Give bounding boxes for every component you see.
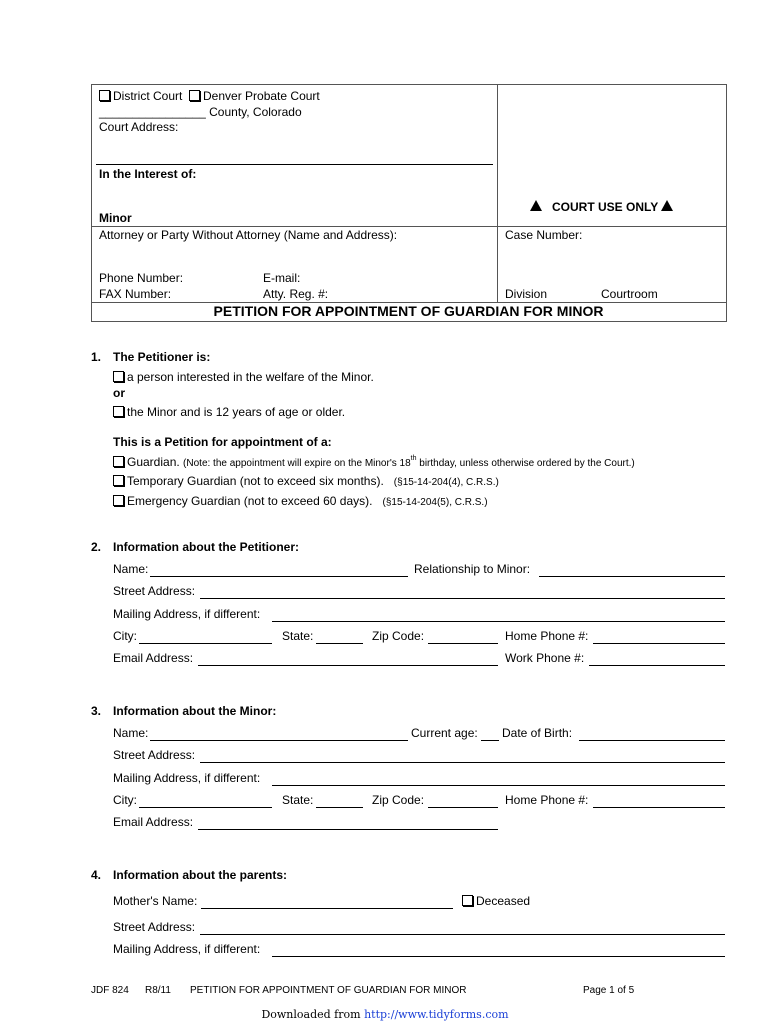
caption-divider: [497, 84, 498, 302]
minor-state-label: State:: [282, 793, 314, 807]
section4-number: 4.: [91, 868, 102, 882]
email-label: E-mail:: [263, 271, 301, 285]
petitioner-option-interested: [113, 370, 374, 384]
section3-number: 3.: [91, 704, 102, 718]
petitioner-name-label: Name:: [113, 562, 149, 576]
minor-petitioner-label: the Minor and is 12 years of age or older.: [127, 405, 346, 419]
footer-revision: R8/11: [145, 985, 171, 996]
dob-field[interactable]: [579, 740, 725, 741]
section2-number: 2.: [91, 540, 102, 554]
emergency-guardian-checkbox[interactable]: [113, 495, 124, 506]
footer-form-id: JDF 824: [91, 985, 129, 996]
minor-name-label: Name:: [113, 726, 149, 740]
section3-heading: Information about the Minor:: [113, 704, 277, 718]
court-checkboxes: [99, 89, 320, 103]
minor-petitioner-checkbox[interactable]: [113, 406, 124, 417]
temporary-guardian-ref: (§15-14-204(4), C.R.S.): [393, 477, 499, 488]
relationship-field[interactable]: [539, 576, 725, 577]
current-age-label: Current age:: [411, 726, 478, 740]
petitioner-street-label: Street Address:: [113, 584, 196, 598]
temporary-guardian-checkbox[interactable]: [113, 475, 124, 486]
minor-mailing-field[interactable]: [272, 785, 725, 786]
atty-reg-label: Atty. Reg. #:: [263, 287, 329, 301]
guardian-note-sup: th: [410, 455, 417, 462]
petitioner-city-label: City:: [113, 629, 137, 643]
guardian-note: [183, 455, 635, 469]
mother-street-field[interactable]: [200, 934, 725, 935]
minor-name-field[interactable]: [150, 740, 408, 741]
petitioner-state-field[interactable]: [316, 643, 363, 644]
county-line: [99, 105, 302, 119]
court-use-only-label: COURT USE ONLY: [552, 200, 659, 214]
court-address-rule: [96, 164, 493, 165]
minor-zip-label: Zip Code:: [372, 793, 425, 807]
or-label: or: [113, 386, 125, 400]
petitioner-work-phone-field[interactable]: [589, 665, 725, 666]
relationship-label: Relationship to Minor:: [414, 562, 531, 576]
download-credit: [0, 1008, 770, 1021]
court-use-only: [530, 200, 673, 214]
emergency-guardian-label: Emergency Guardian (not to exceed 60 days).: [127, 494, 373, 508]
interested-person-checkbox[interactable]: [113, 371, 124, 382]
guardian-label: Guardian.: [127, 455, 180, 469]
minor-email-label: Email Address:: [113, 815, 194, 829]
footer-title: PETITION FOR APPOINTMENT OF GUARDIAN FOR MINOR: [190, 985, 467, 996]
petitioner-home-phone-label: Home Phone #:: [505, 629, 589, 643]
minor-zip-field[interactable]: [428, 807, 498, 808]
minor-state-field[interactable]: [316, 807, 363, 808]
petitioner-name-field[interactable]: [150, 576, 408, 577]
temporary-guardian-option: [113, 474, 499, 488]
dob-label: Date of Birth:: [502, 726, 573, 740]
temporary-guardian-label: Temporary Guardian (not to exceed six months).: [127, 474, 384, 488]
emergency-guardian-option: [113, 494, 488, 508]
minor-home-phone-label: Home Phone #:: [505, 793, 589, 807]
district-court-checkbox[interactable]: [99, 90, 110, 101]
fax-label: FAX Number:: [99, 287, 172, 301]
minor-street-label: Street Address:: [113, 748, 196, 762]
download-credit-text: Downloaded from: [261, 1008, 361, 1021]
petitioner-mailing-field[interactable]: [272, 621, 725, 622]
section4-heading: Information about the parents:: [113, 868, 287, 882]
footer-page-number: Page 1 of 5: [583, 985, 635, 996]
minor-label: Minor: [99, 211, 132, 225]
attorney-label: Attorney or Party Without Attorney (Name and Address):: [99, 228, 398, 242]
courtroom-label: Courtroom: [601, 287, 658, 301]
probate-court-label: Denver Probate Court: [203, 89, 320, 103]
guardian-note-text: (Note: the appointment will expire on the Minor's 18: [183, 458, 411, 469]
mother-deceased-option: [462, 894, 530, 908]
minor-street-field[interactable]: [200, 762, 725, 763]
emergency-guardian-ref: (§15-14-204(5), C.R.S.): [382, 497, 488, 508]
mother-mailing-label: Mailing Address, if different:: [113, 942, 261, 956]
mother-deceased-checkbox[interactable]: [462, 895, 473, 906]
phone-label: Phone Number:: [99, 271, 184, 285]
petitioner-street-field[interactable]: [200, 598, 725, 599]
petitioner-email-field[interactable]: [198, 665, 498, 666]
interested-person-label: a person interested in the welfare of the Minor.: [127, 370, 374, 384]
current-age-field[interactable]: [481, 740, 499, 741]
up-arrow-icon: [661, 200, 673, 211]
section1-heading: The Petitioner is:: [113, 350, 211, 364]
petitioner-zip-label: Zip Code:: [372, 629, 425, 643]
probate-court-checkbox[interactable]: [189, 90, 200, 101]
mother-deceased-label: Deceased: [476, 894, 531, 908]
minor-mailing-label: Mailing Address, if different:: [113, 771, 261, 785]
mother-street-label: Street Address:: [113, 920, 196, 934]
petition-type-heading: This is a Petition for appointment of a:: [113, 435, 332, 449]
page-title: PETITION FOR APPOINTMENT OF GUARDIAN FOR MINOR: [213, 303, 604, 319]
in-interest-label: In the Interest of:: [99, 167, 197, 181]
section2-heading: Information about the Petitioner:: [113, 540, 299, 554]
petitioner-email-label: Email Address:: [113, 651, 194, 665]
district-court-label: District Court: [113, 89, 183, 103]
petitioner-work-phone-label: Work Phone #:: [505, 651, 585, 665]
petitioner-mailing-label: Mailing Address, if different:: [113, 607, 261, 621]
caption-rule-attorney: [91, 226, 726, 227]
mother-name-label: Mother's Name:: [113, 894, 198, 908]
section1-number: 1.: [91, 350, 102, 364]
petitioner-city-field[interactable]: [139, 643, 272, 644]
division-label: Division: [505, 287, 548, 301]
download-credit-link[interactable]: http://www.tidyforms.com: [364, 1008, 509, 1021]
guardian-option: [113, 455, 635, 469]
petitioner-state-label: State:: [282, 629, 314, 643]
petitioner-option-minor: [113, 405, 345, 419]
petitioner-zip-field[interactable]: [428, 643, 498, 644]
mother-name-field[interactable]: [201, 908, 453, 909]
up-arrow-icon: [530, 200, 542, 211]
county-label: County, Colorado: [209, 105, 302, 119]
guardian-note-text-end: birthday, unless otherwise ordered by the Court.): [416, 458, 635, 469]
case-number-label: Case Number:: [505, 228, 583, 242]
minor-city-label: City:: [113, 793, 137, 807]
guardian-checkbox[interactable]: [113, 456, 124, 467]
court-address-label: Court Address:: [99, 120, 179, 134]
minor-city-field[interactable]: [139, 807, 272, 808]
county-blank[interactable]: ________________: [99, 105, 206, 119]
mother-mailing-field[interactable]: [272, 956, 725, 957]
minor-email-field[interactable]: [198, 829, 498, 830]
petitioner-home-phone-field[interactable]: [593, 643, 725, 644]
minor-home-phone-field[interactable]: [593, 807, 725, 808]
